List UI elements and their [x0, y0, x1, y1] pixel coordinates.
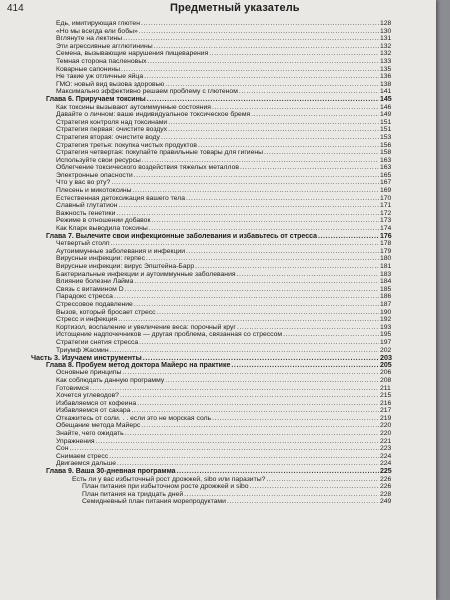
index-entry	[0, 278, 436, 286]
entry-title: План питания на тридцать дней	[82, 490, 184, 498]
index-entry	[0, 369, 436, 377]
entry-title: Как Кларк выводила токсины	[56, 225, 148, 233]
dot-leader	[123, 35, 379, 43]
entry-title: Есть ли у вас избыточный рост дрожжей, sibo или паразиты?	[72, 475, 266, 483]
entry-title: Славный глутатион	[56, 202, 118, 210]
dot-leader	[125, 430, 379, 438]
index-list	[0, 20, 436, 506]
entry-title: Глава 6. Приручаем токсины	[46, 95, 146, 103]
dot-leader	[195, 263, 379, 271]
entry-title: Снимаем стресс	[56, 452, 109, 460]
index-entry	[0, 286, 436, 294]
dot-leader	[139, 339, 379, 347]
entry-page-number: 173	[380, 217, 392, 225]
entry-page-number: 208	[380, 376, 392, 384]
index-entry	[0, 126, 436, 134]
entry-title: Стресс и инфекция	[56, 316, 118, 324]
entry-title: Обещание метода Майерс	[56, 422, 141, 430]
entry-title: Что у вас во рту?	[56, 179, 111, 187]
part-entry	[0, 354, 436, 362]
dot-leader	[69, 445, 379, 453]
entry-page-number: 163	[380, 156, 392, 164]
entry-title: Естественная детоксикация вашего тела	[56, 194, 185, 202]
entry-title: Вирусные инфекции: герпес	[56, 255, 145, 263]
entry-page-number: 197	[380, 338, 392, 346]
dot-leader	[148, 58, 379, 66]
index-entry	[0, 35, 436, 43]
index-entry	[0, 111, 436, 119]
entry-title: Режиме в отношении добавок	[56, 217, 151, 225]
entry-page-number: 172	[380, 209, 392, 217]
entry-page-number: 145	[380, 95, 392, 103]
chapter-entry	[0, 96, 436, 104]
entry-page-number: 185	[380, 285, 392, 293]
index-entry	[0, 460, 436, 468]
dot-leader	[165, 377, 379, 385]
index-entry	[0, 20, 436, 28]
index-entry	[0, 498, 436, 506]
entry-page-number: 178	[380, 240, 392, 248]
entry-page-number: 174	[380, 225, 392, 233]
index-entry	[0, 248, 436, 256]
index-entry	[0, 422, 436, 430]
dot-leader	[141, 422, 379, 430]
entry-page-number: 130	[380, 27, 392, 35]
chapter-entry	[0, 362, 436, 370]
entry-page-number: 170	[380, 194, 392, 202]
entry-title: Парадокс стресса	[56, 293, 113, 301]
entry-title: Едь, имитирующая глютен	[56, 20, 140, 27]
dot-leader	[122, 369, 379, 377]
entry-page-number: 211	[380, 384, 391, 392]
entry-title: Четвертый столп	[56, 240, 110, 248]
entry-page-number: 167	[380, 179, 392, 187]
dot-leader	[186, 195, 379, 203]
entry-page-number: 149	[380, 111, 392, 119]
entry-title: Электронные опасности	[56, 171, 133, 179]
entry-page-number: 151	[380, 118, 392, 126]
dot-leader	[96, 438, 379, 446]
entry-title: Часть 3. Изучаем инструменты	[31, 353, 142, 363]
entry-page-number: 215	[380, 392, 392, 400]
dot-leader	[151, 217, 379, 225]
entry-title: Основные принципы	[56, 369, 122, 377]
index-entry	[0, 149, 436, 157]
dot-leader	[114, 293, 379, 301]
page-number: 414	[7, 3, 24, 14]
entry-page-number: 133	[380, 57, 392, 65]
index-entry	[0, 187, 436, 195]
index-entry	[0, 134, 436, 142]
entry-title: Эти агрессивные агглютинины	[56, 42, 153, 50]
dot-leader	[239, 88, 379, 96]
dot-leader	[266, 476, 379, 484]
entry-title: Давайте о личном: ваше индивидуальное токсическое бремя	[56, 111, 251, 119]
entry-title: Вглянуте на лектины	[56, 35, 123, 43]
entry-page-number: 224	[380, 452, 392, 460]
entry-title: Как токсины вызывают аутоиммунные состояния	[56, 103, 211, 111]
entry-page-number: 216	[380, 399, 392, 407]
index-entry	[0, 385, 436, 393]
dot-leader	[283, 331, 379, 339]
dot-leader	[139, 28, 379, 36]
entry-page-number: 181	[380, 263, 392, 270]
dot-leader	[90, 385, 379, 393]
index-entry	[0, 119, 436, 127]
dot-leader	[118, 202, 379, 210]
entry-page-number: 203	[380, 353, 392, 363]
index-entry	[0, 316, 436, 324]
entry-page-number: 220	[380, 422, 392, 430]
entry-page-number: 141	[380, 88, 392, 96]
entry-page-number: 132	[380, 42, 392, 50]
dot-leader	[134, 301, 379, 309]
dot-leader	[144, 73, 379, 81]
index-entry	[0, 202, 436, 210]
dot-leader	[131, 407, 379, 415]
entry-page-number: 224	[380, 460, 392, 468]
dot-leader	[237, 271, 379, 279]
dot-leader	[212, 415, 379, 423]
dot-leader	[264, 149, 379, 157]
entry-title: Стратегии снятия стресса	[56, 338, 139, 346]
index-entry	[0, 179, 436, 187]
chapter-entry	[0, 468, 436, 476]
entry-title: Семена, вызывающие нарушения пищеварения	[56, 50, 209, 58]
entry-page-number: 192	[380, 316, 392, 324]
entry-page-number: 156	[380, 141, 392, 149]
entry-page-number: 165	[380, 171, 392, 179]
index-entry	[0, 104, 436, 112]
entry-title: Знайте, чего ожидать	[56, 430, 124, 438]
entry-title: Избавляемся от кофеина	[56, 399, 137, 407]
entry-title: Аутоиммунные заболевания и инфекции	[56, 247, 186, 255]
entry-title: Готовимся	[56, 384, 89, 392]
entry-page-number: 223	[380, 445, 392, 453]
dot-leader	[251, 111, 379, 119]
dot-leader	[110, 347, 379, 355]
dot-leader	[121, 66, 379, 74]
index-entry	[0, 293, 436, 301]
dot-leader	[212, 104, 379, 112]
running-title: Предметный указатель	[170, 2, 300, 14]
index-entry	[0, 430, 436, 438]
entry-title: Связь с витамином D	[56, 285, 124, 293]
entry-page-number: 135	[380, 65, 392, 73]
index-entry	[0, 225, 436, 233]
entry-page-number: 186	[380, 293, 392, 301]
index-entry	[0, 28, 436, 36]
entry-page-number: 202	[380, 346, 392, 354]
entry-title: Стратегия первая: очистите воздух	[56, 126, 168, 134]
dot-leader	[231, 362, 379, 370]
dot-leader	[117, 460, 379, 468]
entry-title: Сон	[56, 445, 69, 453]
entry-title: Вирусные инфекции: вирус Эпштейна-Барр	[56, 263, 195, 270]
index-entry	[0, 172, 436, 180]
entry-page-number: 221	[380, 437, 392, 445]
entry-page-number: 128	[380, 20, 392, 27]
dot-leader	[120, 392, 379, 400]
entry-page-number: 153	[380, 133, 392, 141]
entry-title: Истощение надпочечников — другая проблема, связанная со стрессом	[56, 331, 283, 339]
dot-leader	[240, 164, 379, 172]
entry-page-number: 163	[380, 164, 392, 172]
index-entry	[0, 309, 436, 317]
index-entry	[0, 263, 436, 271]
entry-title: Максимально эффективно решаем проблему с глютеном	[56, 88, 238, 96]
entry-page-number: 193	[380, 323, 392, 331]
dot-leader	[227, 498, 379, 506]
dot-leader	[134, 278, 379, 286]
entry-title: Глава 7. Вылечите свои инфекционные заболевания и избавьтесь от стресса	[46, 232, 317, 240]
dot-leader	[111, 240, 379, 248]
entry-page-number: 179	[380, 247, 392, 255]
entry-title: Откажитесь от соли. . . если это не морская соль	[56, 414, 212, 422]
index-entry	[0, 164, 436, 172]
entry-page-number: 138	[380, 80, 392, 88]
dot-leader	[161, 134, 379, 142]
dot-leader	[147, 96, 379, 104]
dot-leader	[149, 225, 379, 233]
dot-leader	[318, 233, 379, 241]
dot-leader	[198, 142, 379, 150]
dot-leader	[116, 210, 379, 218]
dot-leader	[209, 50, 379, 58]
entry-page-number: 220	[380, 430, 392, 438]
index-entry	[0, 43, 436, 51]
dot-leader	[134, 172, 379, 180]
entry-title: Бактериальные инфекции и аутоиммунные заболевания	[56, 270, 236, 278]
page-header	[0, 3, 436, 19]
entry-title: Вызов, который бросает стресс	[56, 308, 156, 316]
entry-page-number: 226	[380, 483, 392, 491]
index-entry	[0, 407, 436, 415]
entry-page-number: 132	[380, 50, 392, 58]
entry-title: Упражнения	[56, 437, 95, 445]
index-entry	[0, 377, 436, 385]
entry-page-number: 228	[380, 490, 392, 498]
entry-page-number: 169	[380, 187, 392, 195]
entry-page-number: 171	[380, 202, 392, 210]
entry-title: «Но мы всегда ели бобы»	[56, 27, 138, 35]
entry-page-number: 217	[380, 407, 392, 415]
entry-title: Избавляемся от сахара	[56, 407, 131, 415]
entry-page-number: 205	[380, 361, 392, 369]
entry-title: Как соблюдать данную программу	[56, 376, 165, 384]
index-entry	[0, 339, 436, 347]
index-entry	[0, 240, 436, 248]
entry-page-number: 158	[380, 149, 392, 157]
index-entry	[0, 217, 436, 225]
entry-title: Двигаемся дальше	[56, 460, 117, 468]
entry-page-number: 225	[380, 468, 392, 476]
index-entry	[0, 392, 436, 400]
dot-leader	[186, 248, 379, 256]
index-entry	[0, 142, 436, 150]
entry-page-number: 151	[380, 126, 392, 134]
entry-title: ГМО: новый вид вызова здоровью	[56, 80, 165, 88]
entry-page-number: 190	[380, 308, 392, 316]
entry-title: Стратегия контроля над токсинами	[56, 118, 168, 126]
entry-page-number: 206	[380, 369, 392, 377]
dot-leader	[168, 119, 379, 127]
entry-title: Облегчение токсического воздействия тяжелых металлов	[56, 164, 239, 172]
dot-leader	[154, 43, 379, 51]
entry-page-number: 180	[380, 255, 392, 263]
entry-title: Не такие уж отличные яйца	[56, 73, 144, 81]
index-entry	[0, 445, 436, 453]
entry-page-number: 136	[380, 73, 392, 81]
entry-title: Используйте свои ресурсы	[56, 156, 141, 164]
dot-leader	[137, 400, 379, 408]
index-entry	[0, 58, 436, 66]
entry-page-number: 146	[380, 103, 392, 111]
entry-title: Важность генетики	[56, 209, 116, 217]
dot-leader	[177, 468, 379, 476]
entry-title: План питания при избыточном росте дрожжей и sibo	[82, 483, 249, 491]
entry-page-number: 226	[380, 475, 392, 483]
entry-page-number: 176	[380, 232, 392, 240]
entry-title: Плесень и микотоксины	[56, 187, 132, 195]
dot-leader	[143, 354, 379, 362]
entry-page-number: 131	[380, 35, 392, 43]
entry-page-number: 187	[380, 300, 392, 308]
entry-title: Стрессовое подавление	[56, 300, 133, 308]
entry-title: Темная сторона пасленовых	[56, 57, 147, 65]
entry-title: Семидневный план питания морепродуктами	[82, 498, 226, 506]
index-entry	[0, 255, 436, 263]
index-entry	[0, 438, 436, 446]
index-entry	[0, 453, 436, 461]
index-entry	[0, 301, 436, 309]
dot-leader	[146, 255, 379, 263]
dot-leader	[125, 286, 379, 294]
entry-title: Стратегия третья: покупка чистых продуктов	[56, 141, 197, 149]
entry-title: Хочется углеводов?	[56, 392, 119, 400]
dot-leader	[111, 179, 379, 187]
dot-leader	[157, 309, 379, 317]
index-entry	[0, 88, 436, 96]
entry-title: Глава 9. Ваша 30-дневная программа	[46, 468, 176, 476]
index-entry	[0, 73, 436, 81]
entry-title: Влияние болезни Лайма	[56, 278, 134, 286]
entry-title: Стратегия вторая: очистите воду	[56, 133, 160, 141]
dot-leader	[118, 316, 379, 324]
index-entry	[0, 483, 436, 491]
entry-page-number: 219	[380, 414, 392, 422]
dot-leader	[109, 453, 379, 461]
index-entry	[0, 331, 436, 339]
entry-page-number: 183	[380, 270, 392, 278]
entry-title: Кортизол, воспаление и увеличение веса: порочный круг	[56, 323, 236, 331]
dot-leader	[141, 20, 379, 28]
entry-title: Коварные сапонины	[56, 65, 120, 73]
dot-leader	[250, 483, 379, 491]
dot-leader	[168, 126, 379, 134]
entry-title: Глава 8. Пробуем метод доктора Майерс на практике	[46, 361, 231, 369]
entry-page-number: 195	[380, 331, 392, 339]
entry-page-number: 249	[380, 498, 392, 506]
entry-title: Триумф Жасмин	[56, 346, 109, 354]
entry-page-number: 184	[380, 278, 392, 286]
dot-leader	[133, 187, 379, 195]
entry-title: Стратегия четвертая: покупайте правильные товары для гигиены	[56, 149, 264, 157]
index-entry	[0, 50, 436, 58]
